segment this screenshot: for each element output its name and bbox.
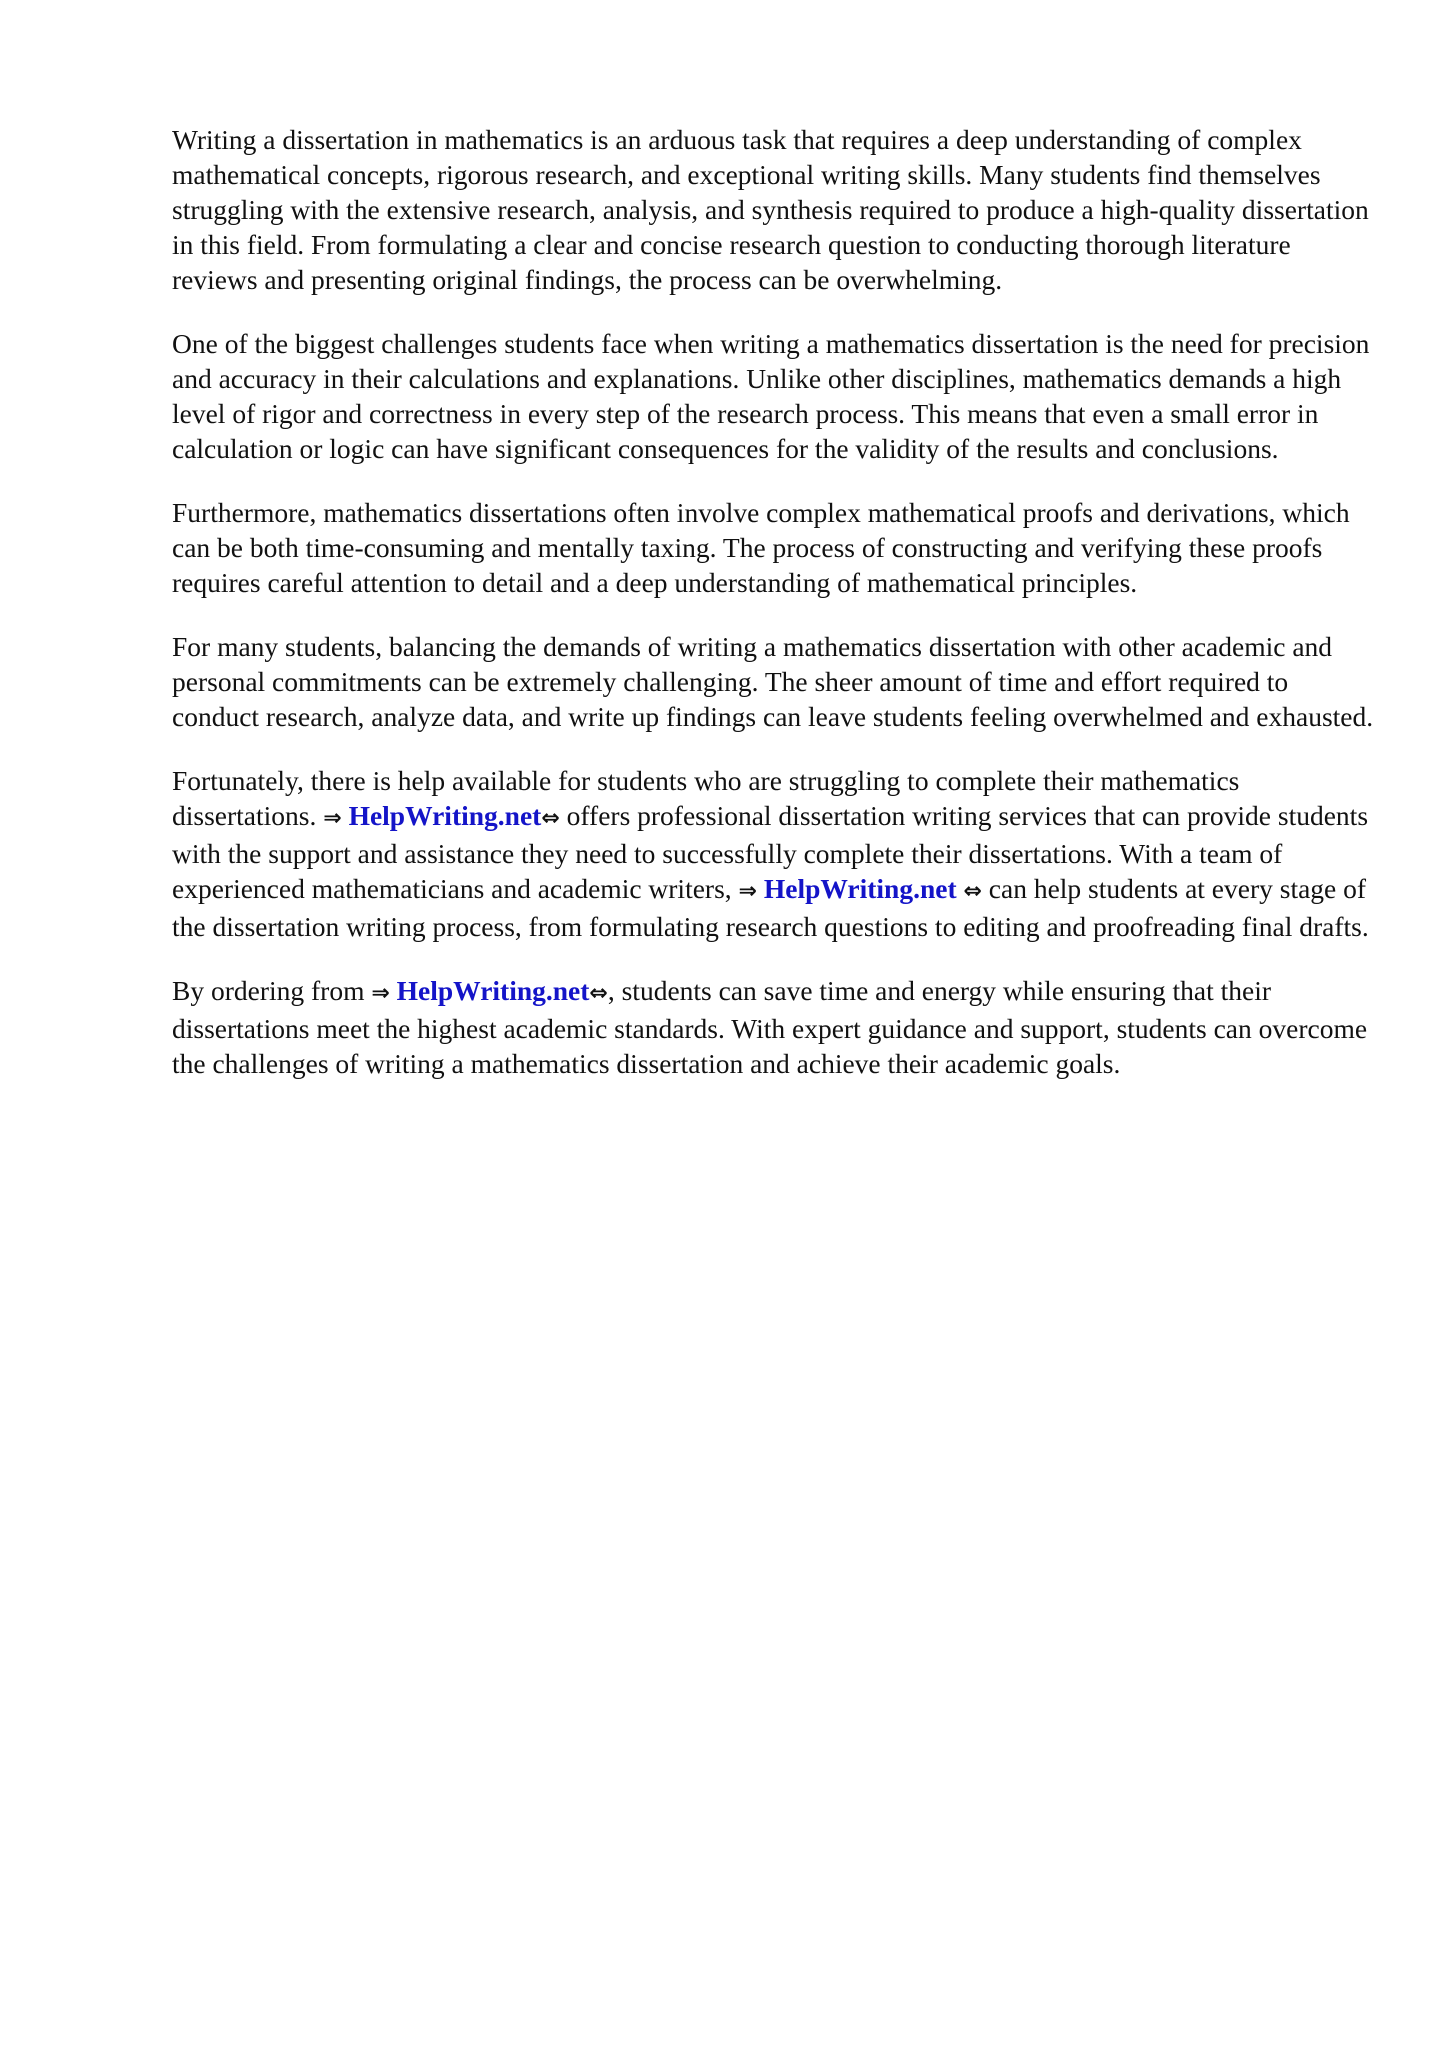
paragraph-help-available <box>172 763 1377 944</box>
text-segment: , students can save time and energy while ensuring that their dissertations meet the highest academic standards. With expert guidance and support, students can overcome the challenges of writing a mathematics dissertation and achieve their academic goals. <box>172 975 1368 1079</box>
paragraph-balancing: For many students, balancing the demands of writing a mathematics dissertation with other academic and personal commitments can be extremely challenging. The sheer amount of time and effort required to conduct research, analyze data, and write up findings can leave students feeling overwhelmed and exhausted. <box>172 631 1374 732</box>
paragraph-challenges: One of the biggest challenges students face when writing a mathematics dissertation is the need for precision and accuracy in their calculations and explanations. Unlike other disciplines, mathematics demands a high level of rigor and correctness in every step of the research process. This means that even a small error in calculation or logic can have significant consequences for the validity of the results and conclusions. <box>172 328 1370 464</box>
text-segment: By ordering from <box>172 975 372 1006</box>
right-arrow-icon: ⇒ <box>323 806 342 831</box>
double-arrow-icon: ⇔ <box>589 981 608 1006</box>
paragraph-ordering <box>172 973 1377 1081</box>
right-arrow-icon: ⇒ <box>371 981 390 1006</box>
text-segment: can help students at every stage of the dissertation writing process, from formulating research questions to editing and proofreading final drafts. <box>172 873 1369 942</box>
document-page <box>172 122 1377 1110</box>
helpwriting-link[interactable]: HelpWriting.net <box>763 873 957 904</box>
text-segment: offers professional dissertation writing services that can provide students with the support and assistance they need to successfully complete their dissertations. With a team of experienced mathematicians and academic writers, <box>172 800 1369 904</box>
double-arrow-icon: ⇔ <box>963 879 982 904</box>
double-arrow-icon: ⇔ <box>541 806 560 831</box>
paragraph-intro: Writing a dissertation in mathematics is an arduous task that requires a deep understanding of complex mathematical concepts, rigorous research, and exceptional writing skills. Many students find themselves struggling with the extensive research, analysis, and synthesis required to produce a high-quality dissertation in this field. From formulating a clear and concise research question to conducting thorough literature reviews and presenting original findings, the process can be overwhelming. <box>172 124 1369 295</box>
text-segment: Fortunately, there is help available for students who are struggling to complete their mathematics dissertations. <box>172 765 1240 831</box>
paragraph-proofs: Furthermore, mathematics dissertations often involve complex mathematical proofs and derivations, which can be both time-consuming and mentally taxing. The process of constructing and verifying these proofs requires careful attention to detail and a deep understanding of mathematical principles. <box>172 497 1350 598</box>
right-arrow-icon: ⇒ <box>738 879 757 904</box>
helpwriting-link[interactable]: HelpWriting.net <box>396 975 590 1006</box>
helpwriting-link[interactable]: HelpWriting.net <box>348 800 542 831</box>
